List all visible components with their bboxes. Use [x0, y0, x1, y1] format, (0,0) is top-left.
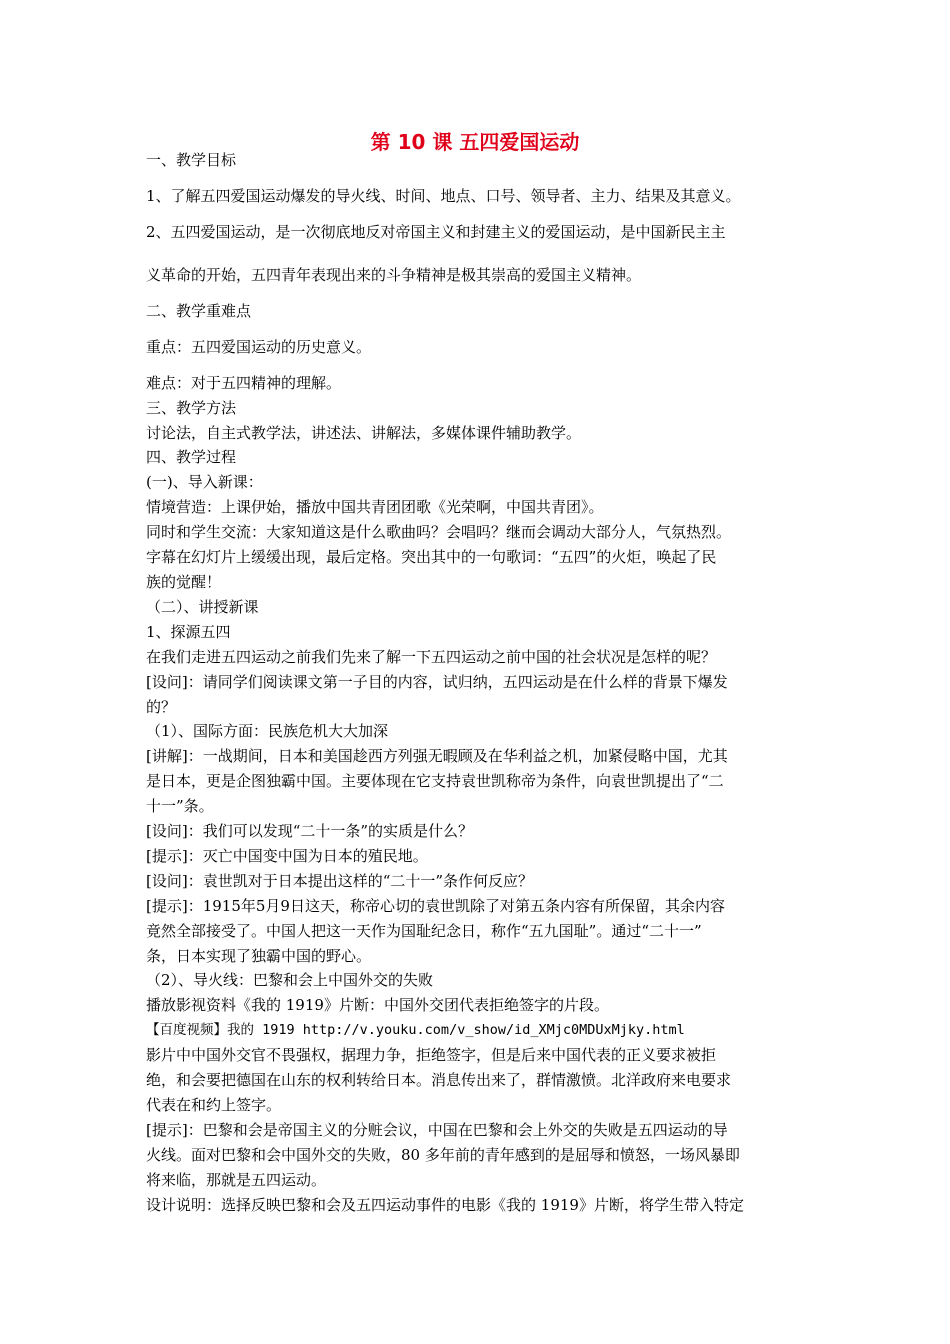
- text-line: [设问]：袁世凯对于日本提出这样的“二十一”条作何反应？: [146, 872, 534, 890]
- text-line: 在我们走进五四运动之前我们先来了解一下五四运动之前中国的社会状况是怎样的呢？: [146, 648, 717, 666]
- text-line: [提示]：巴黎和会是帝国主义的分赃会议，中国在巴黎和会上外交的失败是五四运动的导: [146, 1121, 728, 1139]
- text-line: 一、教学目标: [146, 151, 237, 169]
- text-line: 十一”条。: [146, 797, 214, 815]
- text-line: 设计说明：选择反映巴黎和会及五四运动事件的电影《我的 1919》片断，将学生带入特定: [146, 1196, 744, 1214]
- text-line: （1）、国际方面：民族危机大大加深: [146, 722, 389, 740]
- text-line: 绝，和会要把德国在山东的权利转给日本。消息传出来了，群情激愤。北洋政府来电要求: [146, 1071, 732, 1089]
- text-line: （二）、讲授新课: [146, 598, 259, 616]
- text-line: 难点：对于五四精神的理解。: [146, 374, 342, 392]
- text-line: 2、五四爱国运动，是一次彻底地反对帝国主义和封建主义的爱国运动，是中国新民主主: [146, 223, 726, 241]
- text-line: 四、教学过程: [146, 448, 237, 466]
- text-line: 1、了解五四爱国运动爆发的导火线、时间、地点、口号、领导者、主力、结果及其意义。: [146, 187, 741, 205]
- text-line: 竟然全部接受了。中国人把这一天作为国耻纪念日，称作“五九国耻”。通过“二十一”: [146, 922, 702, 940]
- text-line: 是日本，更是企图独霸中国。主要体现在它支持袁世凯称帝为条件，向袁世凯提出了“二: [146, 772, 724, 790]
- text-line: [提示]：灭亡中国变中国为日本的殖民地。: [146, 847, 428, 865]
- text-line: [讲解]：一战期间，日本和美国趁西方列强无暇顾及在华利益之机，加紧侵略中国，尤其: [146, 747, 728, 765]
- document-title: 第 10 课 五四爱国运动: [370, 130, 580, 154]
- video-link-line[interactable]: 【百度视频】我的 1919 http://v.youku.com/v_show/id_XMjc0MDUxMjky.html: [146, 1022, 685, 1038]
- text-line: 义革命的开始，五四青年表现出来的斗争精神是极其崇高的爱国主义精神。: [146, 266, 642, 284]
- text-line: （2）、导火线：巴黎和会上中国外交的失败: [146, 971, 434, 989]
- text-line: 二、教学重难点: [146, 302, 252, 320]
- text-line: 的？: [146, 698, 177, 716]
- text-line: 条，日本实现了独霸中国的野心。: [146, 947, 372, 965]
- text-line: 字幕在幻灯片上缓缓出现，最后定格。突出其中的一句歌词：“五四”的火炬，唤起了民: [146, 548, 717, 566]
- text-line: 播放影视资料《我的 1919》片断：中国外交团代表拒绝签字的片段。: [146, 996, 609, 1014]
- text-line: [设问]：请同学们阅读课文第一子目的内容，试归纳，五四运动是在什么样的背景下爆发: [146, 673, 728, 691]
- text-line: 影片中中国外交官不畏强权，据理力争，拒绝签字，但是后来中国代表的正义要求被拒: [146, 1046, 717, 1064]
- text-line: 代表在和约上签字。: [146, 1096, 282, 1114]
- text-line: [提示]：1915年5月9日这天，称帝心切的袁世凯除了对第五条内容有所保留，其余内容: [146, 897, 725, 915]
- text-line: [设问]：我们可以发现“二十一条”的实质是什么？: [146, 822, 474, 840]
- text-line: 重点：五四爱国运动的历史意义。: [146, 338, 372, 356]
- text-line: 三、教学方法: [146, 399, 237, 417]
- text-line: 情境营造：上课伊始，播放中国共青团团歌《光荣啊，中国共青团》。: [146, 498, 604, 516]
- text-line: 1、探源五四: [146, 623, 231, 641]
- text-line: 讨论法，自主式教学法，讲述法、讲解法，多媒体课件辅助教学。: [146, 424, 582, 442]
- text-line: (一)、导入新课：: [146, 473, 263, 491]
- text-line: 火线。面对巴黎和会中国外交的失败，80 多年前的青年感到的是屈辱和愤怒，一场风暴即: [146, 1146, 740, 1164]
- text-line: 将来临，那就是五四运动。: [146, 1171, 327, 1189]
- text-line: 同时和学生交流：大家知道这是什么歌曲吗？会唱吗？继而会调动大部分人，气氛热烈。: [146, 523, 732, 541]
- text-line: 族的觉醒！: [146, 573, 222, 591]
